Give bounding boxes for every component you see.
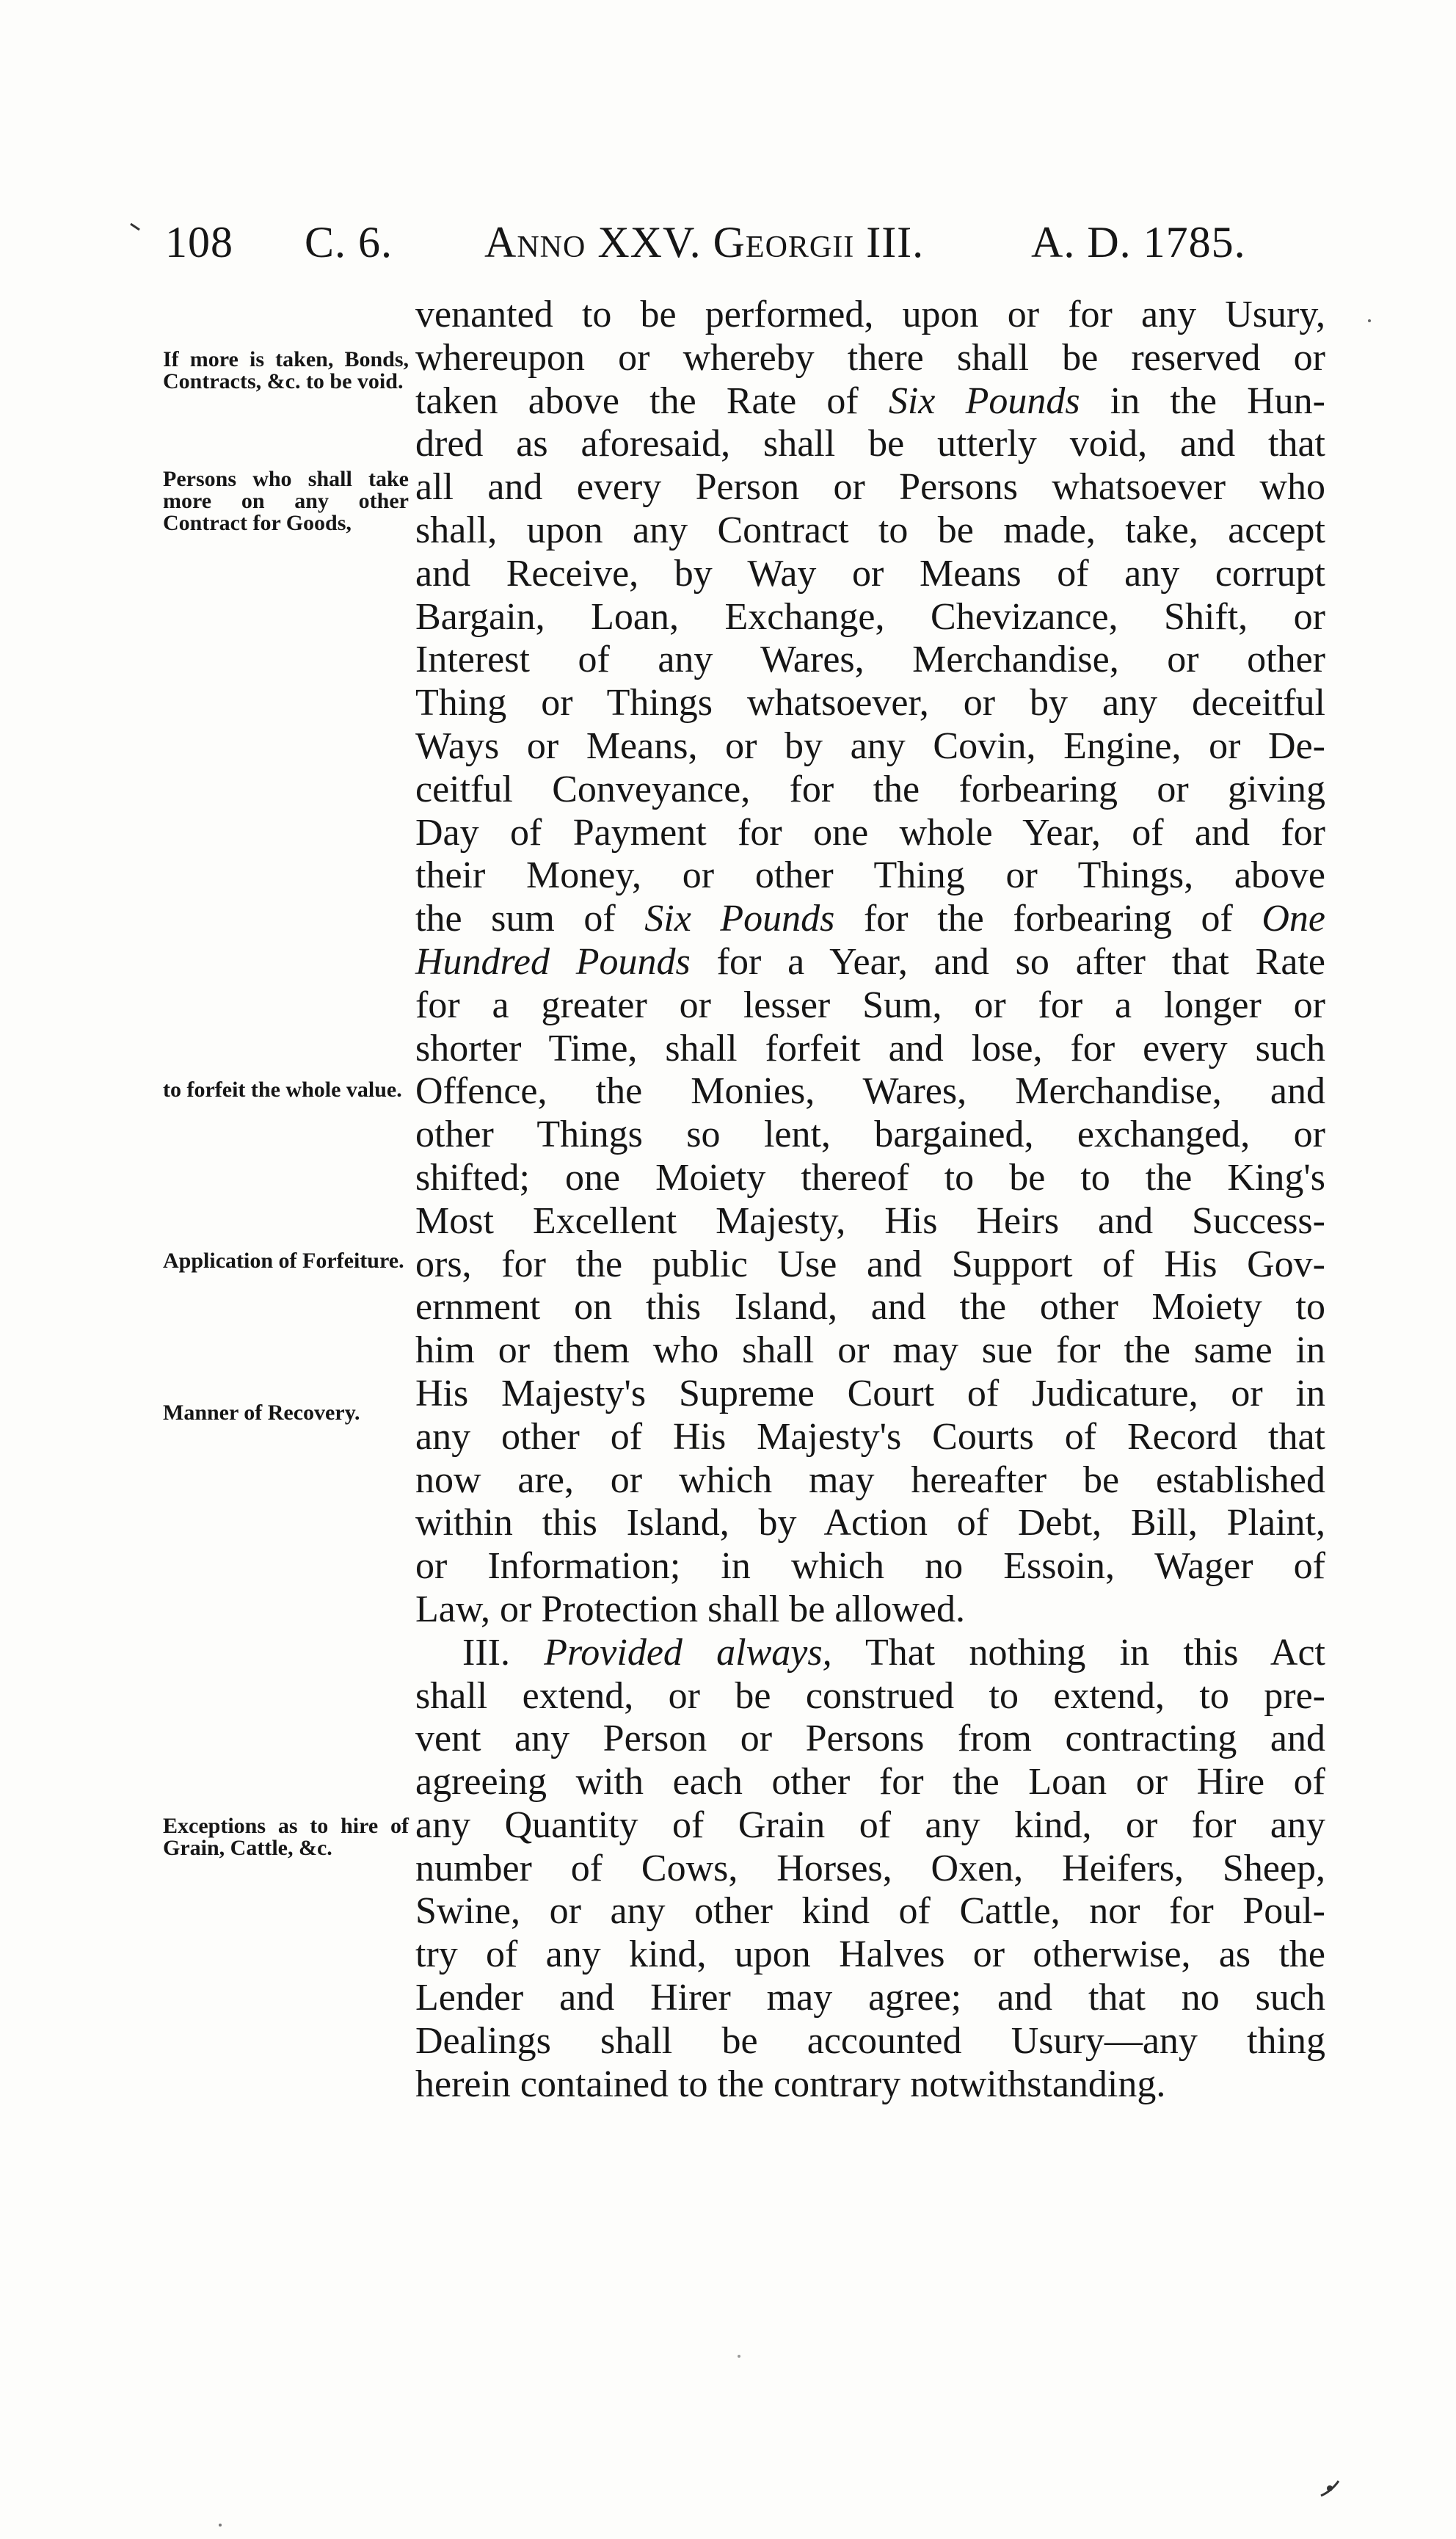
text-line: taken above the Rate of Six Pounds in the Hun- [415, 379, 1325, 422]
text-line: and Receive, by Way or Means of any corrupt [415, 552, 1325, 595]
page-number: 108 [165, 218, 233, 266]
regnal-year: Anno XXV. Georgii III. [484, 218, 925, 266]
text-line: Offence, the Monies, Wares, Merchandise, and [415, 1070, 1325, 1113]
text-line: vent any Person or Persons from contracting and [415, 1718, 1325, 1760]
text-line: Bargain, Loan, Exchange, Chevizance, Shift, or [415, 595, 1325, 638]
text-line: shall extend, or be construed to extend, to pre- [415, 1674, 1325, 1717]
text-line: Interest of any Wares, Merchandise, or other [415, 639, 1325, 681]
margin-note: Exceptions as to hire of Grain, Cattle, &c. [163, 1814, 409, 1860]
text-line: Ways or Means, or by any Covin, Engine, or De- [415, 724, 1325, 767]
text-line: dred as aforesaid, shall be utterly void, and that [415, 423, 1325, 465]
text-line: number of Cows, Horses, Oxen, Heifers, Sheep, [415, 1847, 1325, 1889]
chapter-number: C. 6. [305, 218, 393, 266]
text-line: within this Island, by Action of Debt, Bill, Plaint, [415, 1502, 1325, 1544]
text-line: III. Provided always, That nothing in this Act [462, 1631, 1325, 1674]
text-line: Dealings shall be accounted Usury—any thing [415, 2019, 1325, 2062]
text-line: any Quantity of Grain of any kind, or for any [415, 1804, 1325, 1846]
text-line: ernment on this Island, and the other Moiety to [415, 1286, 1325, 1329]
margin-note: Application of Forfeiture. [163, 1249, 404, 1273]
anno-domini-year: A. D. 1785. [1031, 218, 1246, 266]
text-line: shorter Time, shall forfeit and lose, for every such [415, 1027, 1325, 1069]
margin-note: If more is taken, Bonds, Contracts, &c. to be void. [163, 347, 409, 393]
text-line: Swine, or any other kind of Cattle, nor for Poul- [415, 1890, 1325, 1933]
text-line: His Majesty's Supreme Court of Judicature, or in [415, 1372, 1325, 1414]
text-line: now are, or which may hereafter be established [415, 1459, 1325, 1501]
text-line: or Information; in which no Essoin, Wager of [415, 1545, 1325, 1588]
text-line: the sum of Six Pounds for the forbearing of One [415, 898, 1325, 940]
text-line: Thing or Things whatsoever, or by any deceitful [415, 682, 1325, 724]
text-line: any other of His Majesty's Courts of Record that [415, 1415, 1325, 1458]
text-line: agreeing with each other for the Loan or Hire of [415, 1761, 1325, 1804]
text-line: their Money, or other Thing or Things, above [415, 854, 1325, 897]
text-line: shifted; one Moiety thereof to be to the King's [415, 1156, 1325, 1199]
text-line: Hundred Pounds for a Year, and so after that Rate [415, 940, 1325, 983]
text-line: all and every Person or Persons whatsoever who [415, 466, 1325, 509]
text-line: try of any kind, upon Halves or otherwise, as the [415, 1933, 1325, 1976]
margin-note: Persons who shall take more on any other Contract for Goods, [163, 467, 409, 535]
text-line: herein contained to the contrary notwithstanding. [415, 2063, 1166, 2105]
text-line: ceitful Conveyance, for the forbearing or giving [415, 768, 1325, 810]
text-line: ors, for the public Use and Support of His Gov- [415, 1243, 1325, 1285]
text-line: shall, upon any Contract to be made, take, accept [415, 509, 1325, 551]
text-line: Most Excellent Majesty, His Heirs and Success- [415, 1199, 1325, 1242]
text-line: Lender and Hirer may agree; and that no such [415, 1977, 1325, 2019]
text-line: venanted to be performed, upon or for any Usury, [415, 294, 1325, 335]
text-line: Day of Payment for one whole Year, of and for [415, 811, 1325, 854]
margin-note: Manner of Recovery. [163, 1401, 360, 1425]
text-line: him or them who shall or may sue for the same in [415, 1329, 1325, 1372]
text-line: other Things so lent, bargained, exchanged, or [415, 1114, 1325, 1156]
text-line: whereupon or whereby there shall be reserved or [415, 336, 1325, 379]
text-line: Law, or Protection shall be allowed. [415, 1588, 965, 1630]
text-line: for a greater or lesser Sum, or for a longer or [415, 984, 1325, 1026]
margin-note: to forfeit the whole value. [163, 1078, 402, 1102]
